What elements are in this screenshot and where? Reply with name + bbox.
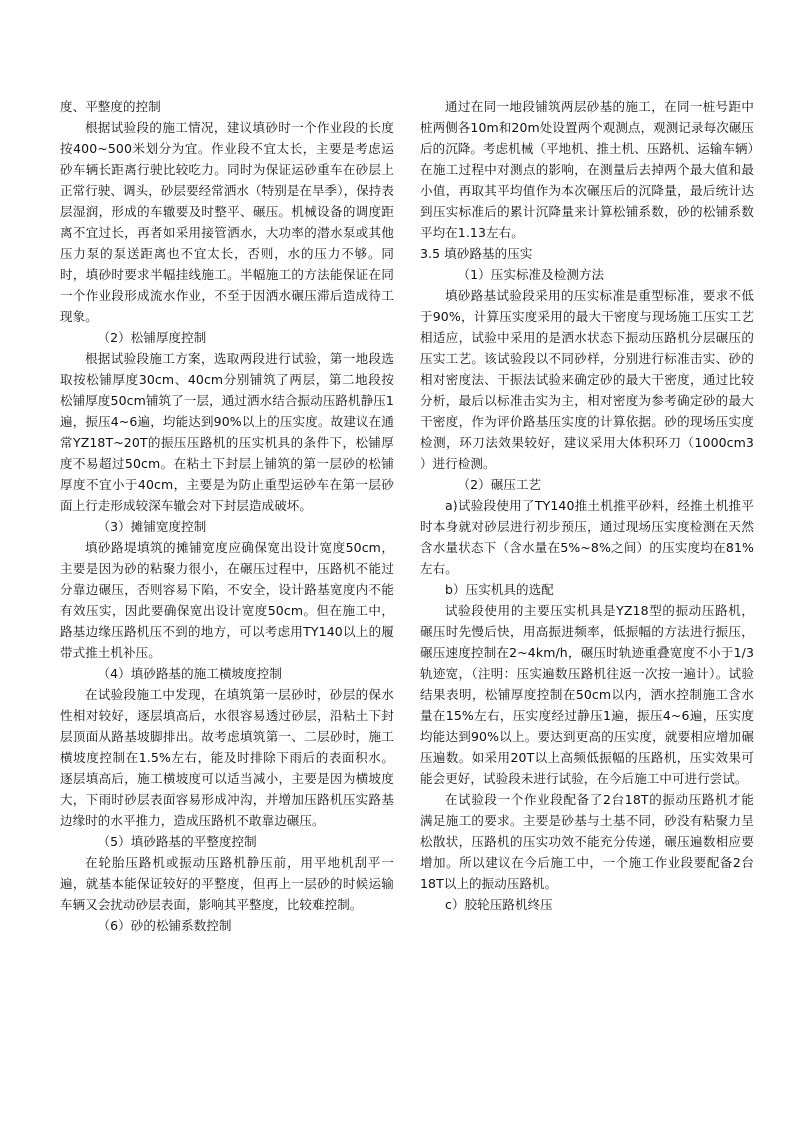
paragraph: a)试验段使用了TY140推土机推平砂料，经推土机推平时本身就对砂层进行初步预压，通过现场压实度检测在天然含水量状态下（含水量在5%~8%之间）的压实度均在81%左右。 — [420, 498, 754, 576]
section-heading: （2）松铺厚度控制 — [97, 330, 207, 345]
section-heading: 度、平整度的控制 — [60, 99, 161, 114]
paragraph: 通过在同一地段铺筑两层砂基的施工，在同一桩号距中桩两侧各10m和20m处设置两个观测点，观测记录每次碾压后的沉降。考虑机械（平地机、推土机、压路机、运输车辆）在施工过程中对测点的影响，在测量后去掉两个最大值和最小值，再取其平均值作为本次碾压后的沉降量，最后统计达到压实标准后的累计沉降量来计算松铺系数，砂的松铺系数平均在1.13左右。 — [420, 99, 754, 240]
paragraph: 根据试验段施工方案，选取两段进行试验，第一地段选取按松铺厚度30cm、40cm分别铺筑了两层，第二地段按松铺厚度50cm铺筑了一层，通过洒水结合振动压路机静压1遍，振压4~6遍，均能达到90%以上的压实度。故建议在通常YZ18T~20T的振压压路机的压实机具的条件下，松铺厚度不易超过50cm。在粘土下封层上铺筑的第一层砂的松铺厚度不宜小于40cm，主要是为防止重型运砂车在第一层砂面上行走形成较深车辙会对下封层造成破坏。 — [60, 351, 394, 513]
paragraph: 在试验段一个作业段配备了2台18T的振动压路机才能满足施工的要求。主要是砂基与土基不同，砂没有粘聚力呈松散状，压路机的压实功效不能充分传递，碾压遍数相应要增加。所以建议在今后施工中，一个施工作业段要配备2台18T以上的振动压路机。 — [420, 792, 754, 891]
paragraph: 试验段使用的主要压实机具是YZ18型的振动压路机，碾压时先慢后快，用高振进频率，低振幅的方法进行振压，碾压速度控制在2~4km/h，碾压时轨迹重叠宽度不小于1/3轨迹宽，（注明：压实遍数压路机往返一次按一遍计）。试验结果表明，松铺厚度控制在50cm以内，洒水控制施工含水量在15%左右，压实度经过静压1遍，振压4~6遍，压实度均能达到90%以上。要达到更高的压实度，就要相应增加碾压遍数。如采用20T以上高频低振幅的压路机，压实效果可能会更好，试验段未进行试验，在今后施工中可进行尝试。 — [420, 603, 754, 786]
right-text-column — [420, 96, 754, 915]
section-heading: （1）压实标准及检测方法 — [457, 267, 605, 282]
paragraph: 在轮胎压路机或振动压路机静压前，用平地机刮平一遍，就基本能保证较好的平整度，但再上一层砂的时候运输车辆又会扰动砂层表面，影响其平整度，比较难控制。 — [60, 855, 394, 912]
paragraph: b）压实机具的选配 — [445, 582, 554, 597]
paragraph: 填砂路基试验段采用的压实标准是重型标准，要求不低于90%，计算压实度采用的最大干密度与现场施工压实工艺相适应，试验中采用的是洒水状态下振动压路机分层碾压的压实工艺。该试验段以不同砂样，分别进行标准击实、砂的相对密度法、干振法试验来确定砂的最大干密度，通过比较分析，最后以标准击实为主，相对密度为参考确定砂的最大干密度，作为评价路基压实度的计算依据。砂的现场压实度检测，环刀法效果较好，建议采用大体积环刀（1000cm3 ）进行检测。 — [420, 288, 754, 471]
section-heading: （3）摊铺宽度控制 — [97, 519, 207, 534]
left-text-column — [60, 96, 394, 936]
section-heading: （4）填砂路基的施工横坡度控制 — [97, 666, 282, 681]
section-heading: （2）碾压工艺 — [457, 477, 542, 492]
paragraph: c）胶轮压路机终压 — [445, 897, 553, 912]
paragraph: 在试验段施工中发现，在填筑第一层砂时，砂层的保水性相对较好，逐层填高后，水很容易透过砂层，沿粘土下封层顶面从路基坡脚排出。故考虑填筑第一、二层砂时，施工横坡度控制在1.5%左右，能及时排除下雨后的表面积水。逐层填高后，施工横坡度可以适当减小，主要是因为横坡度大，下雨时砂层表面容易形成冲沟，并增加压路机压实路基边缘时的水平推力，造成压路机不敢靠边碾压。 — [60, 687, 394, 828]
paragraph: 根据试验段的施工情况，建议填砂时一个作业段的长度按400~500米划分为宜。作业段不宜太长，主要是考虑运砂车辆长距离行驶比较吃力。同时为保证运砂重车在砂层上正常行驶、调头，砂层要经常洒水（特别是在旱季），保持表层湿润，形成的车辙要及时整平、碾压。机械设备的调度距离不宜过长，再者如采用接管洒水，大功率的潜水泵或其他压力泵的泵送距离也不宜太长，否则，水的压力不够。同时，填砂时要求半幅挂线施工。半幅施工的方法能保证在同一个作业段形成流水作业，不至于因洒水碾压滞后造成待工现象。 — [60, 120, 394, 324]
paragraph: 填砂路堤填筑的摊铺宽度应确保宽出设计宽度50cm，主要是因为砂的粘聚力很小，在碾压过程中，压路机不能过分靠边碾压，否则容易下陷，不安全，设计路基宽度内不能有效压实，因此要确保宽出设计宽度50cm。但在施工中，路基边缘压路机压不到的地方，可以考虑用TY140以上的履带式推土机补压。 — [60, 540, 394, 660]
section-heading: （5）填砂路基的平整度控制 — [97, 834, 257, 849]
section-heading: （6）砂的松铺系数控制 — [97, 918, 232, 933]
section-heading: 3.5 填砂路基的压实 — [420, 246, 533, 261]
